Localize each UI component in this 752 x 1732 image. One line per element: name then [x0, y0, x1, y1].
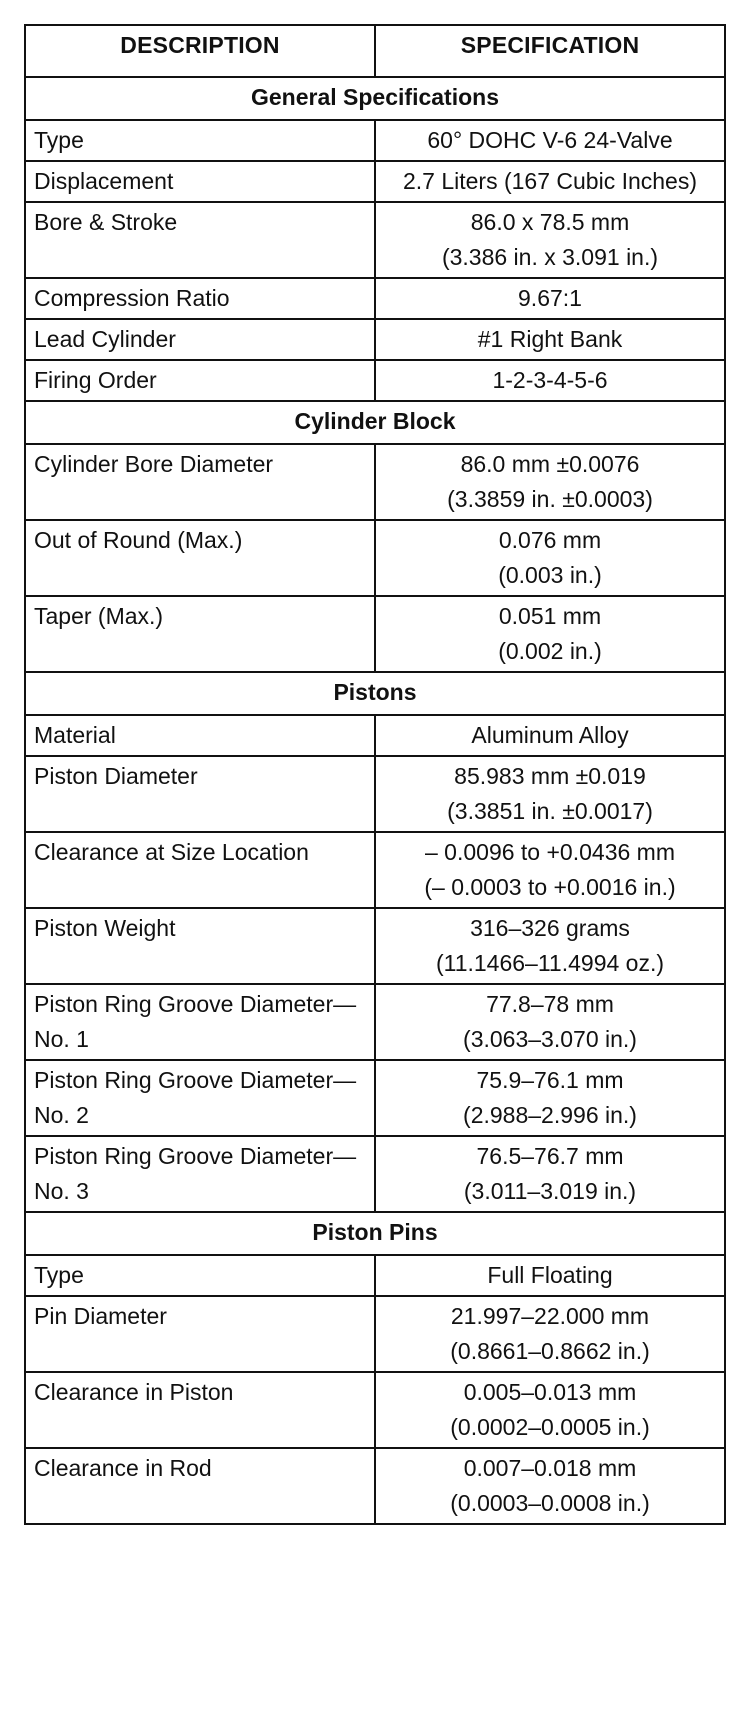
section-header-row: [25, 401, 725, 444]
spec-line-imperial: (– 0.0003 to +0.0016 in.): [424, 874, 676, 900]
spec-cell: [375, 319, 725, 360]
spec-line-imperial: (3.3851 in. ±0.0017): [447, 798, 653, 824]
spec-line-metric: 0.005–0.013 mm: [463, 1379, 637, 1405]
section-title: General Specifications: [25, 77, 725, 120]
spec-cell: [375, 1296, 725, 1372]
description-cell: Clearance at Size Location: [25, 832, 375, 908]
table-row: [25, 596, 725, 672]
table-row: [25, 1448, 725, 1524]
description-cell: Type: [25, 120, 375, 161]
description-cell: Piston Ring Groove Diameter—No. 2: [25, 1060, 375, 1136]
table-row: [25, 832, 725, 908]
description-cell: Piston Diameter: [25, 756, 375, 832]
table-row: [25, 520, 725, 596]
table-row: [25, 278, 725, 319]
table-row: [25, 202, 725, 278]
spec-line-metric: 86.0 x 78.5 mm: [470, 209, 630, 235]
table-row: [25, 1255, 725, 1296]
table-row: [25, 319, 725, 360]
description-cell: Clearance in Piston: [25, 1372, 375, 1448]
spec-cell: [375, 715, 725, 756]
spec-cell: [375, 984, 725, 1060]
spec-line: Full Floating: [487, 1262, 613, 1288]
spec-line-imperial: (0.0003–0.0008 in.): [450, 1490, 650, 1516]
description-cell: Piston Ring Groove Diameter—No. 3: [25, 1136, 375, 1212]
description-cell: Taper (Max.): [25, 596, 375, 672]
table-row: [25, 756, 725, 832]
table-row: [25, 120, 725, 161]
spec-line-imperial: (2.988–2.996 in.): [463, 1102, 637, 1128]
spec-line: Aluminum Alloy: [471, 722, 629, 748]
table-row: [25, 360, 725, 401]
spec-line-imperial: (0.002 in.): [498, 638, 602, 664]
description-cell: Out of Round (Max.): [25, 520, 375, 596]
spec-cell: [375, 202, 725, 278]
spec-line-imperial: (11.1466–11.4994 oz.): [435, 950, 665, 976]
spec-line-metric: 0.051 mm: [498, 603, 602, 629]
spec-line-imperial: (3.386 in. x 3.091 in.): [441, 244, 659, 270]
spec-cell: [375, 1136, 725, 1212]
description-cell: Bore & Stroke: [25, 202, 375, 278]
spec-cell: [375, 1448, 725, 1524]
spec-line-metric: 75.9–76.1 mm: [476, 1067, 624, 1093]
spec-line-metric: 316–326 grams: [470, 915, 630, 941]
spec-line-metric: 85.983 mm ±0.019: [454, 763, 646, 789]
spec-cell: [375, 596, 725, 672]
spec-line: 1-2-3-4-5-6: [492, 367, 608, 393]
spec-page: [24, 24, 724, 1708]
description-cell: Material: [25, 715, 375, 756]
spec-cell: [375, 908, 725, 984]
description-cell: Cylinder Bore Diameter: [25, 444, 375, 520]
section-title: Piston Pins: [25, 1212, 725, 1255]
spec-cell: [375, 756, 725, 832]
spec-line-metric: 0.076 mm: [498, 527, 602, 553]
spec-line: 9.67:1: [518, 285, 582, 311]
specification-column-header: SPECIFICATION: [375, 25, 725, 77]
section-header-row: [25, 672, 725, 715]
spec-line-metric: 76.5–76.7 mm: [476, 1143, 624, 1169]
description-cell: Pin Diameter: [25, 1296, 375, 1372]
description-cell: Compression Ratio: [25, 278, 375, 319]
table-row: [25, 984, 725, 1060]
description-cell: Piston Ring Groove Diameter—No. 1: [25, 984, 375, 1060]
spec-cell: [375, 278, 725, 319]
section-cylinder-block: [25, 401, 725, 672]
section-title: Pistons: [25, 672, 725, 715]
section-header-row: [25, 1212, 725, 1255]
spec-cell: [375, 120, 725, 161]
spec-cell: [375, 444, 725, 520]
table-row: [25, 908, 725, 984]
table-row: [25, 1060, 725, 1136]
description-cell: Clearance in Rod: [25, 1448, 375, 1524]
engine-spec-table: [24, 24, 726, 1525]
spec-line-metric: 21.997–22.000 mm: [450, 1303, 650, 1329]
table-row: [25, 1372, 725, 1448]
table-row: [25, 715, 725, 756]
spec-line-imperial: (0.8661–0.8662 in.): [450, 1338, 650, 1364]
description-cell: Lead Cylinder: [25, 319, 375, 360]
table-row: [25, 444, 725, 520]
spec-cell: [375, 360, 725, 401]
description-column-header: DESCRIPTION: [25, 25, 375, 77]
table-row: [25, 1136, 725, 1212]
spec-line-imperial: (0.003 in.): [498, 562, 602, 588]
spec-line: 60° DOHC V-6 24-Valve: [427, 127, 673, 153]
spec-cell: [375, 832, 725, 908]
description-cell: Displacement: [25, 161, 375, 202]
table-row: [25, 161, 725, 202]
spec-cell: [375, 1060, 725, 1136]
spec-line-metric: 0.007–0.018 mm: [463, 1455, 637, 1481]
spec-line-imperial: (3.063–3.070 in.): [463, 1026, 637, 1052]
table-header-row: [25, 25, 725, 77]
spec-cell: [375, 1255, 725, 1296]
section-header-row: [25, 77, 725, 120]
spec-cell: [375, 520, 725, 596]
spec-cell: [375, 161, 725, 202]
spec-line-imperial: (3.3859 in. ±0.0003): [447, 486, 653, 512]
spec-line: 2.7 Liters (167 Cubic Inches): [402, 168, 698, 194]
description-cell: Piston Weight: [25, 908, 375, 984]
section-general-specifications: [25, 77, 725, 401]
description-cell: Firing Order: [25, 360, 375, 401]
spec-line-metric: – 0.0096 to +0.0436 mm: [425, 839, 675, 865]
section-pistons: [25, 672, 725, 1212]
section-title: Cylinder Block: [25, 401, 725, 444]
spec-line-imperial: (3.011–3.019 in.): [463, 1178, 637, 1204]
table-row: [25, 1296, 725, 1372]
spec-line-metric: 86.0 mm ±0.0076: [460, 451, 640, 477]
spec-cell: [375, 1372, 725, 1448]
description-cell: Type: [25, 1255, 375, 1296]
spec-line: #1 Right Bank: [477, 326, 623, 352]
spec-line-imperial: (0.0002–0.0005 in.): [450, 1414, 650, 1440]
section-piston-pins: [25, 1212, 725, 1524]
spec-line-metric: 77.8–78 mm: [486, 991, 614, 1017]
